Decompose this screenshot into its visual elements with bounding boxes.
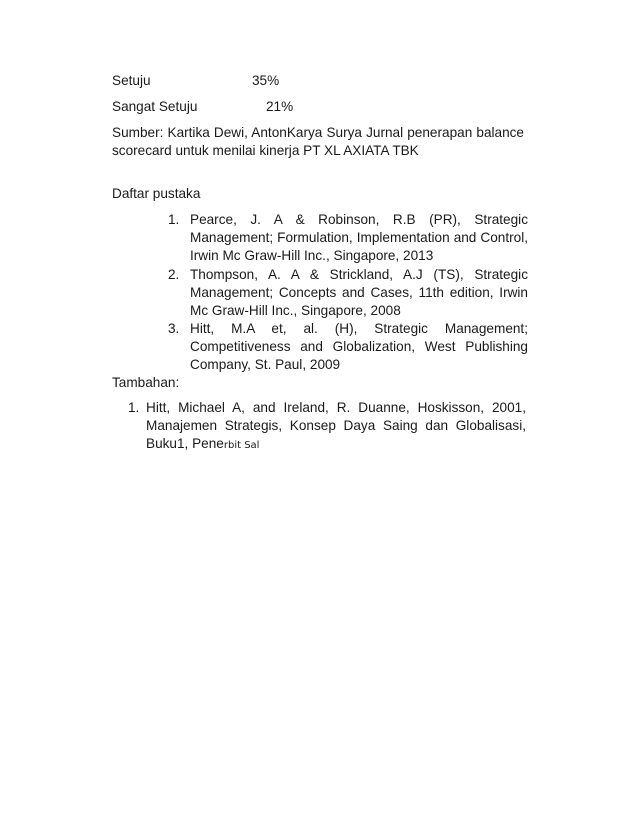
list-number: 3. — [168, 321, 180, 336]
survey-label: Setuju — [112, 73, 151, 88]
list-text-tail: rbit Sal — [223, 440, 260, 451]
source-citation: Sumber: Kartika Dewi, AntonKarya Surya Jurnal penerapan balance scorecard untuk menilai kinerja PT XL AXIATA TBK — [112, 125, 524, 158]
list-text: Thompson, A. A & Strickland, A.J (TS), Strategic Management; Concepts and Cases, 11th edition, Irwin Mc Graw-Hill Inc., Singapore, 2008 — [190, 267, 528, 318]
survey-row-setuju — [112, 73, 280, 88]
survey-label: Sangat Setuju — [112, 99, 198, 114]
survey-value: 21% — [266, 99, 294, 114]
list-text: Hitt, M.A et, al. (H), Strategic Management; Competitiveness and Globalization, West Publishing Company, St. Paul, 2009 — [190, 321, 528, 372]
list-number: 2. — [168, 267, 180, 282]
daftar-pustaka-heading: Daftar pustaka — [112, 186, 201, 201]
tambahan-heading: Tambahan: — [112, 375, 180, 390]
list-text: Pearce, J. A & Robinson, R.B (PR), Strategic Management; Formulation, Implementation and Control, Irwin Mc Graw-Hill Inc., Singapore, 2013 — [190, 212, 528, 263]
list-text-main: Hitt, Michael A, and Ireland, R. Duanne, Hoskisson, 2001, Manajemen Strategis, Konsep Daya Saing dan Globalisasi, Buku1, Pene — [146, 400, 526, 451]
survey-row-sangat-setuju — [112, 99, 294, 114]
list-number: 1. — [168, 212, 180, 227]
list-text — [146, 399, 526, 455]
list-number: 1. — [128, 400, 140, 415]
survey-value: 35% — [252, 73, 280, 88]
